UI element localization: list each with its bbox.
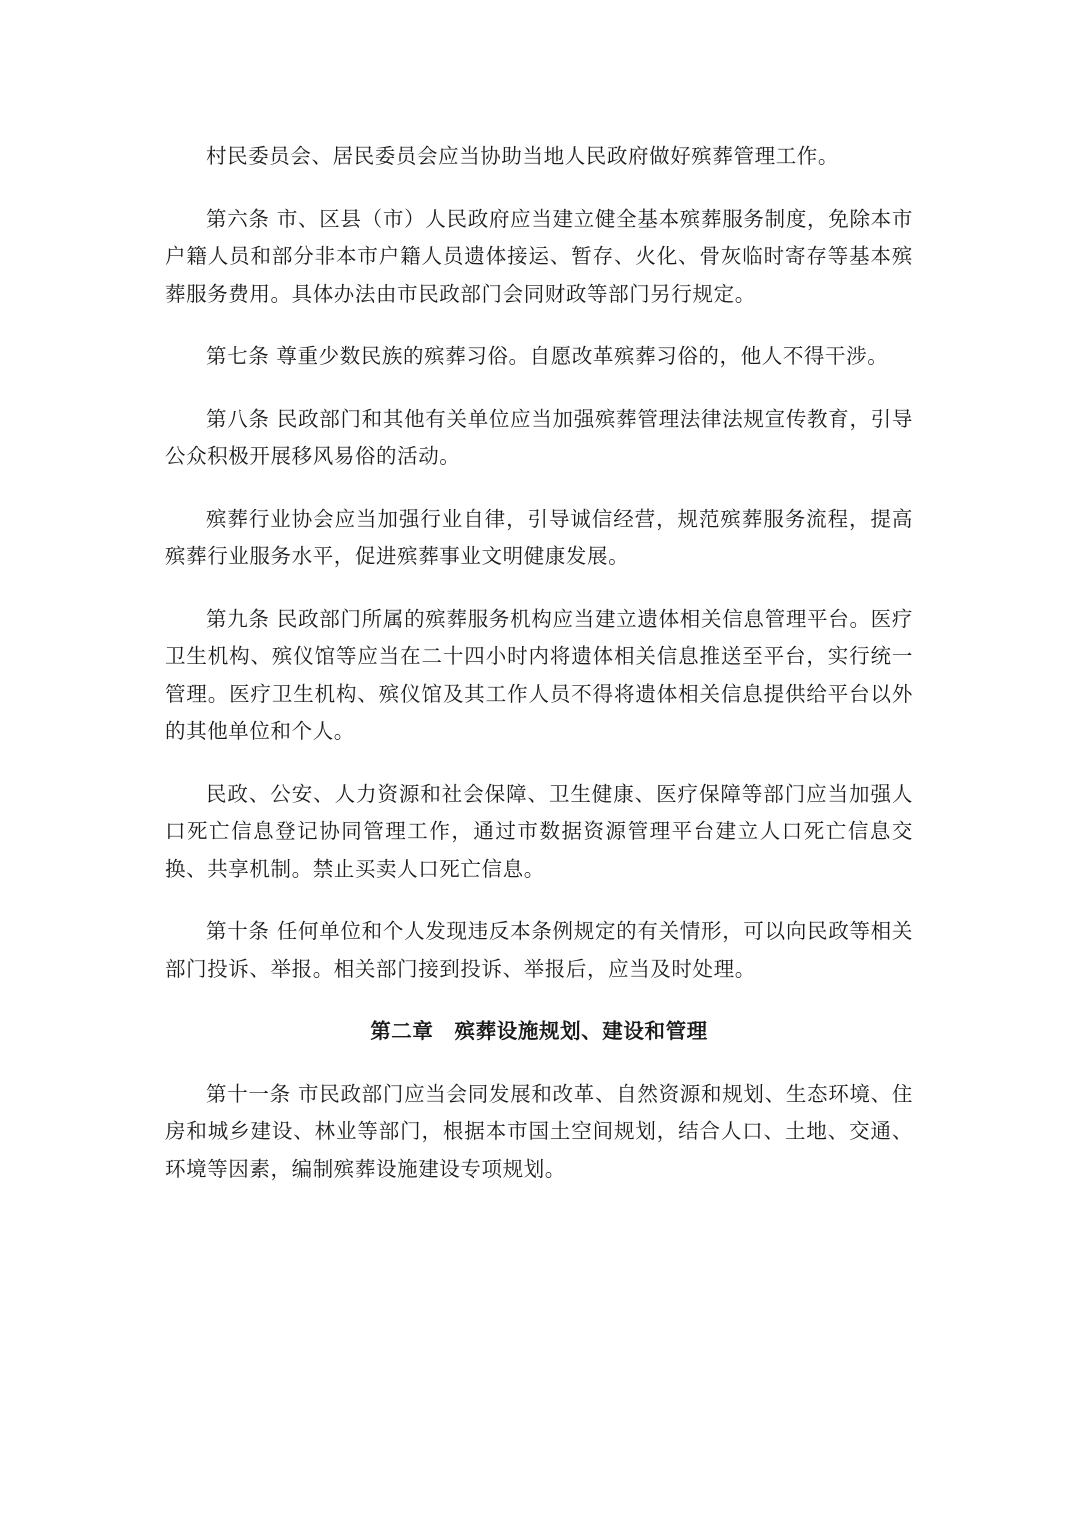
article-6: 第六条 市、区县（市）人民政府应当建立健全基本殡葬服务制度，免除本市户籍人员和部分非本市户籍人员遗体接运、暂存、火化、骨灰临时寄存等基本殡葬服务费用。具体办法由市民政部门会同财政等部门另行规定。 [165, 206, 913, 306]
article-10: 第十条 任何单位和个人发现违反本条例规定的有关情形，可以向民政等相关部门投诉、举报。相关部门接到投诉、举报后，应当及时处理。 [165, 919, 913, 981]
chapter-2-heading: 第二章 殡葬设施规划、建设和管理 [370, 1019, 708, 1043]
document-page [165, 138, 913, 1213]
article-11: 第十一条 市民政部门应当会同发展和改革、自然资源和规划、生态环境、住房和城乡建设、林业等部门，根据本市国土空间规划，结合人口、土地、交通、环境等因素，编制殡葬设施建设专项规划。 [165, 1081, 913, 1181]
paragraph-village-committees: 村民委员会、居民委员会应当协助当地人民政府做好殡葬管理工作。 [206, 144, 839, 168]
article-8: 第八条 民政部门和其他有关单位应当加强殡葬管理法律法规宣传教育，引导公众积极开展移风易俗的活动。 [165, 406, 913, 468]
paragraph-funeral-industry-association: 殡葬行业协会应当加强行业自律，引导诚信经营，规范殡葬服务流程，提高殡葬行业服务水平，促进殡葬事业文明健康发展。 [165, 506, 913, 568]
article-9: 第九条 民政部门所属的殡葬服务机构应当建立遗体相关信息管理平台。医疗卫生机构、殡仪馆等应当在二十四小时内将遗体相关信息推送至平台，实行统一管理。医疗卫生机构、殡仪馆及其工作人员不得将遗体相关信息提供给平台以外的其他单位和个人。 [165, 606, 913, 743]
paragraph-death-info-management: 民政、公安、人力资源和社会保障、卫生健康、医疗保障等部门应当加强人口死亡信息登记协同管理工作，通过市数据资源管理平台建立人口死亡信息交换、共享机制。禁止买卖人口死亡信息。 [165, 781, 913, 881]
article-7: 第七条 尊重少数民族的殡葬习俗。自愿改革殡葬习俗的，他人不得干涉。 [206, 344, 889, 368]
